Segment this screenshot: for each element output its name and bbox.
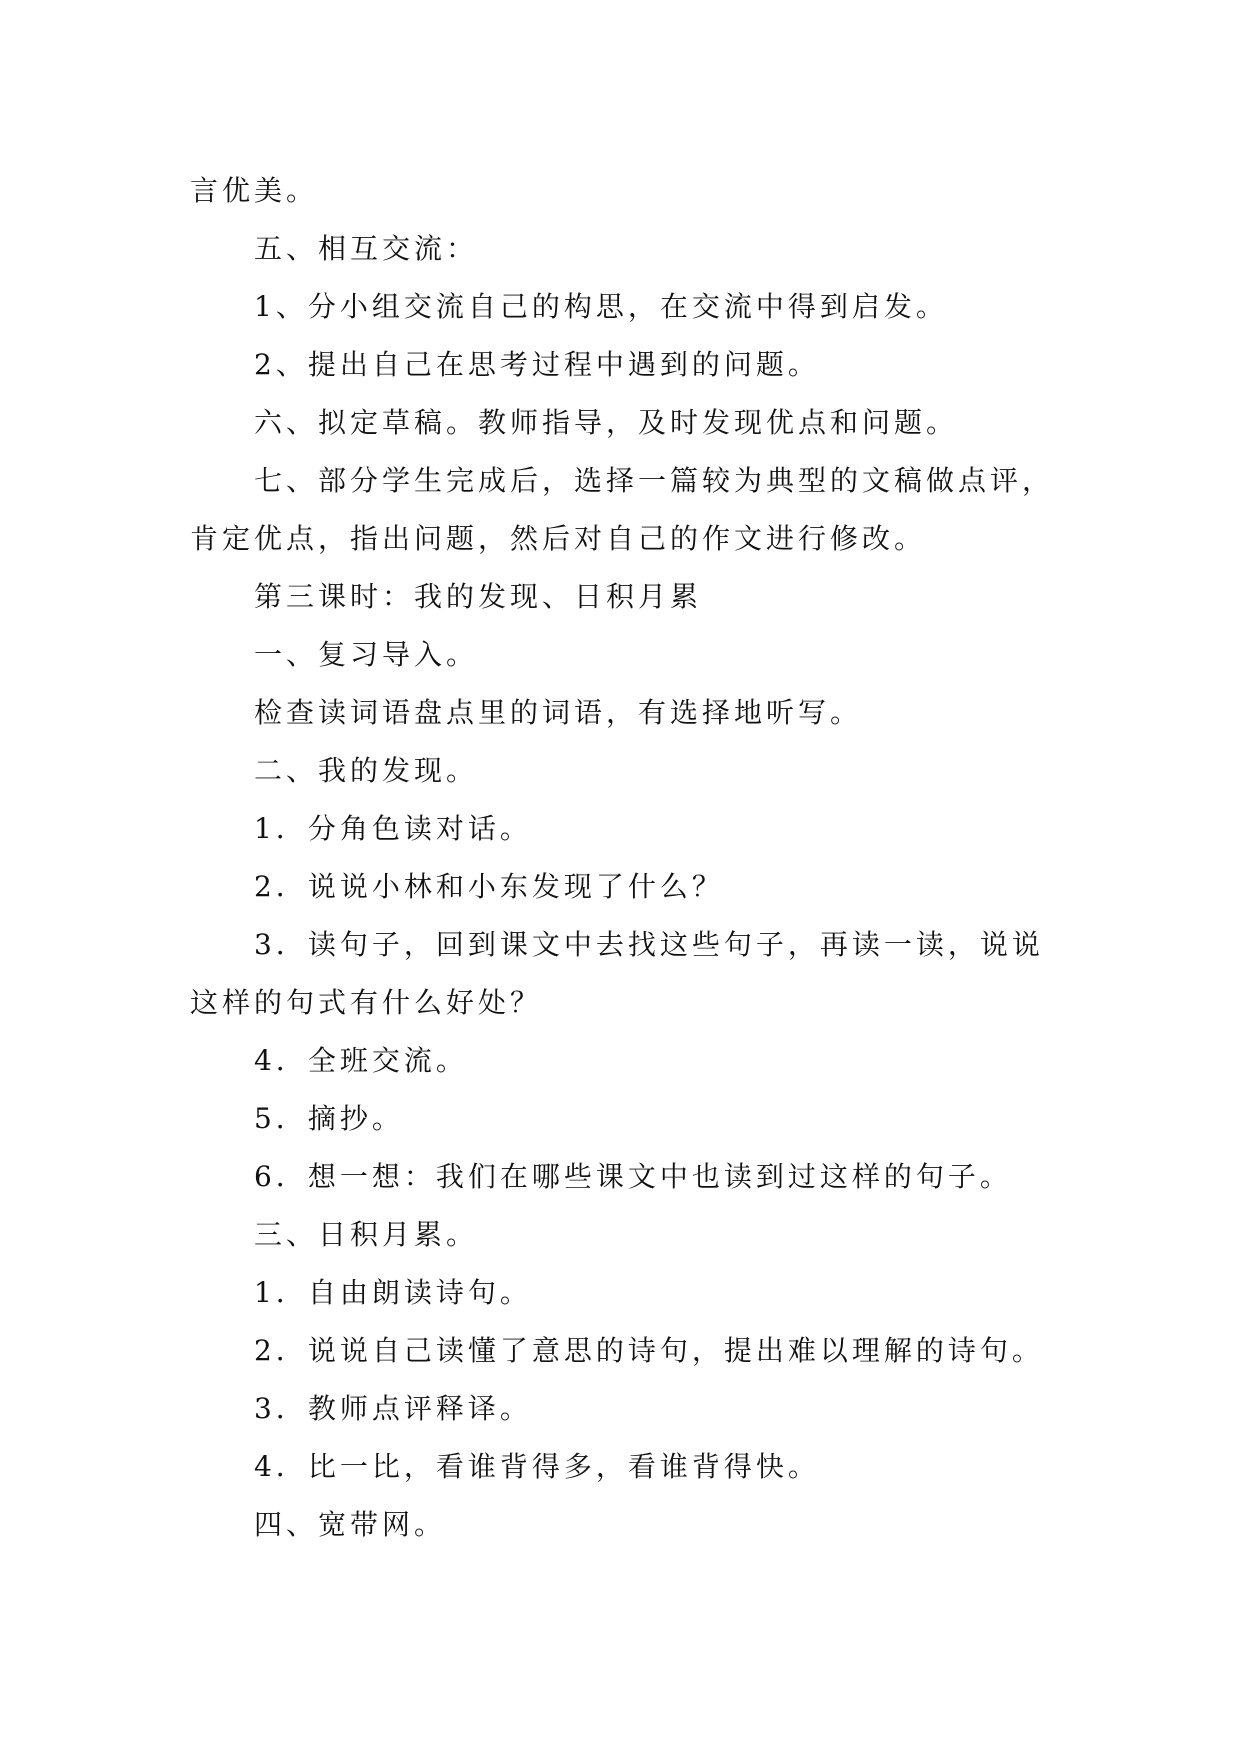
document-body bbox=[190, 162, 1070, 1554]
section-heading-exchange: 五、相互交流： bbox=[254, 232, 479, 265]
list-item: 1、分小组交流自己的构思，在交流中得到启发。 bbox=[254, 290, 948, 323]
section-heading-accumulation: 三、日积月累。 bbox=[254, 1218, 479, 1251]
list-item: 1．自由朗读诗句。 bbox=[254, 1276, 532, 1309]
list-item: 2．说说自己读懂了意思的诗句，提出难以理解的诗句。 bbox=[254, 1334, 1044, 1367]
section-heading-review-intro: 一、复习导入。 bbox=[254, 638, 479, 671]
section-heading-broadband: 四、宽带网。 bbox=[254, 1508, 447, 1541]
section-heading-review: 七、部分学生完成后，选择一篇较为典型的文稿做点评，肯定优点，指出问题，然后对自己的作文进行修改。 bbox=[190, 464, 1055, 555]
section-heading-draft: 六、拟定草稿。教师指导，及时发现优点和问题。 bbox=[254, 406, 959, 439]
list-item: 4．全班交流。 bbox=[254, 1044, 468, 1077]
list-item: 6．想一想：我们在哪些课文中也读到过这样的句子。 bbox=[254, 1160, 1012, 1193]
list-item: 5．摘抄。 bbox=[254, 1102, 404, 1135]
list-item: 3．教师点评释译。 bbox=[254, 1392, 532, 1425]
paragraph-continuation: 言优美。 bbox=[190, 174, 319, 207]
list-item: 3．读句子，回到课文中去找这些句子，再读一读，说说这样的句式有什么好处？ bbox=[190, 928, 1044, 1019]
list-item: 4．比一比，看谁背得多，看谁背得快。 bbox=[254, 1450, 820, 1483]
list-item: 1．分角色读对话。 bbox=[254, 812, 532, 845]
body-text: 检查读词语盘点里的词语，有选择地听写。 bbox=[254, 696, 863, 729]
list-item: 2、提出自己在思考过程中遇到的问题。 bbox=[254, 348, 820, 381]
lesson-title: 第三课时：我的发现、日积月累 bbox=[254, 580, 703, 613]
list-item: 2．说说小林和小东发现了什么？ bbox=[254, 870, 724, 903]
section-heading-discovery: 二、我的发现。 bbox=[254, 754, 479, 787]
